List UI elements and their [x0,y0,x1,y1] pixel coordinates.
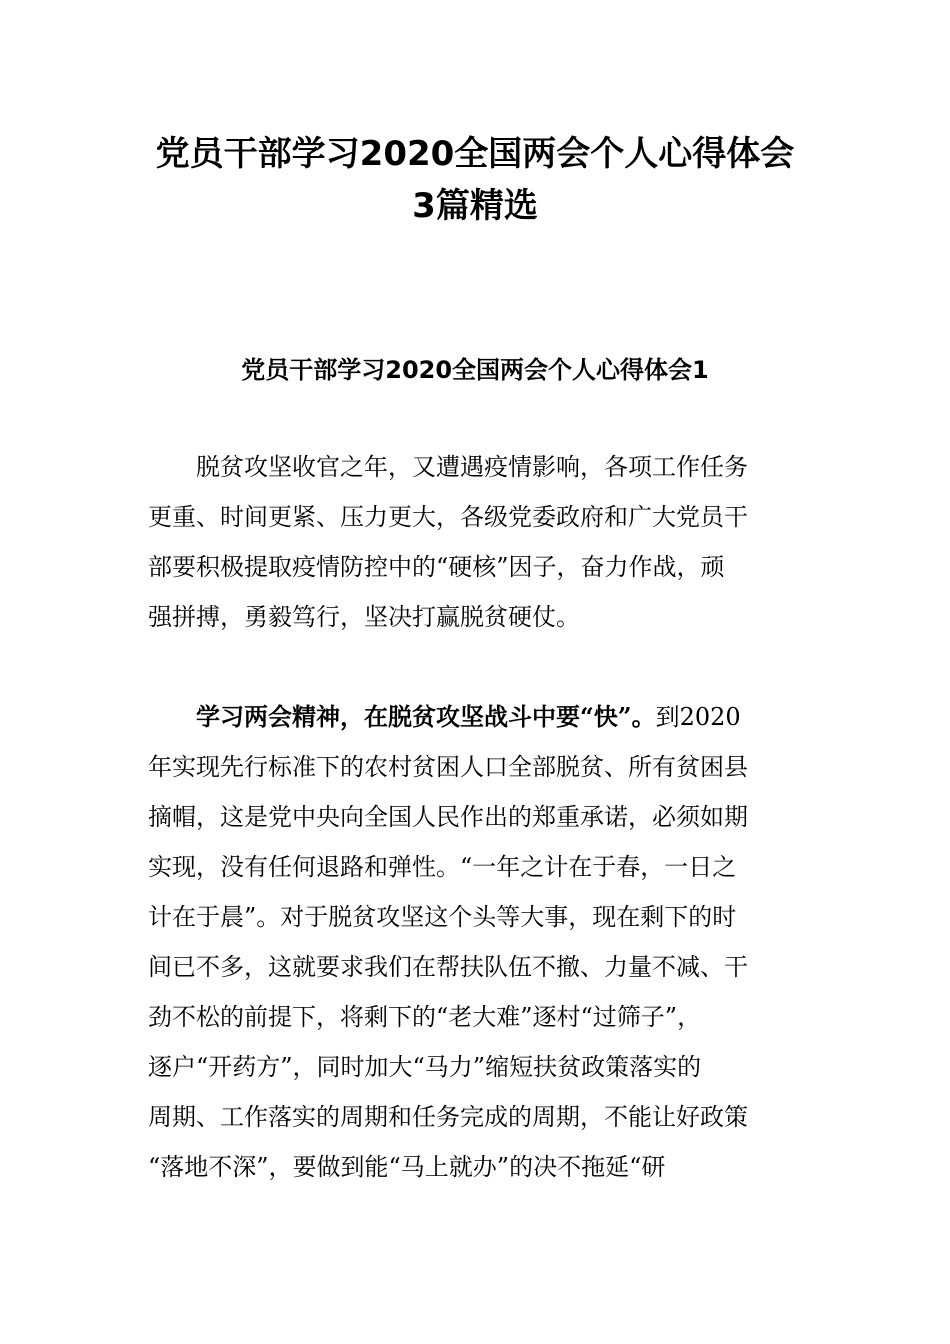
paragraph-2-line-1 [148,692,788,742]
document-title-line-2: 3篇精选 [412,186,538,226]
document-title [100,128,850,232]
paragraph-1-line-4: 强拼搏，勇毅笃行，坚决打赢脱贫硬仗。 [148,603,580,631]
paragraph-2-line-6: 间已不多，这就要求我们在帮扶队伍不撤、力量不减、干 [148,953,748,981]
paragraph-2-line-5: 计在于晨”。对于脱贫攻坚这个头等大事，现在剩下的时 [148,903,737,931]
paragraph-2-line-10: “落地不深”，要做到能“马上就办”的决不拖延“研 [148,1153,666,1181]
document-title-line-1: 党员干部学习2020全国两会个人心得体会 [155,134,795,174]
paragraph-2-first-tail: 到2020 [655,703,741,731]
paragraph-2-line-3: 摘帽，这是党中央向全国人民作出的郑重承诺，必须如期 [148,803,748,831]
paragraph-2-line-2: 年实现先行标准下的农村贫困人口全部脱贫、所有贫困县 [148,753,748,781]
paragraph-2-line-7: 劲不松的前提下，将剩下的“老大难”逐村“过筛子”， [148,1003,702,1031]
paragraph-2-line-8: 逐户“开药方”，同时加大“马力”缩短扶贫政策落实的 [148,1053,702,1081]
section-heading: 党员干部学习2020全国两会个人心得体会1 [241,356,709,384]
paragraph-1-line-2: 更重、时间更紧、压力更大，各级党委政府和广大党员干 [148,503,748,531]
paragraph-2 [148,692,788,1192]
paragraph-1-line-3: 部要积极提取疫情防控中的“硬核”因子，奋力作战，顽 [148,553,725,581]
paragraph-2-line-4: 实现，没有任何退路和弹性。“一年之计在于春，一日之 [148,853,737,881]
paragraph-2-line-9: 周期、工作落实的周期和任务完成的周期，不能让好政策 [148,1103,748,1131]
paragraph-2-lead: 学习两会精神，在脱贫攻坚战斗中要“快”。 [196,702,656,731]
paragraph-1-line-1: 脱贫攻坚收官之年，又遭遇疫情影响，各项工作任务 [196,453,748,481]
paragraph-1 [148,442,788,642]
